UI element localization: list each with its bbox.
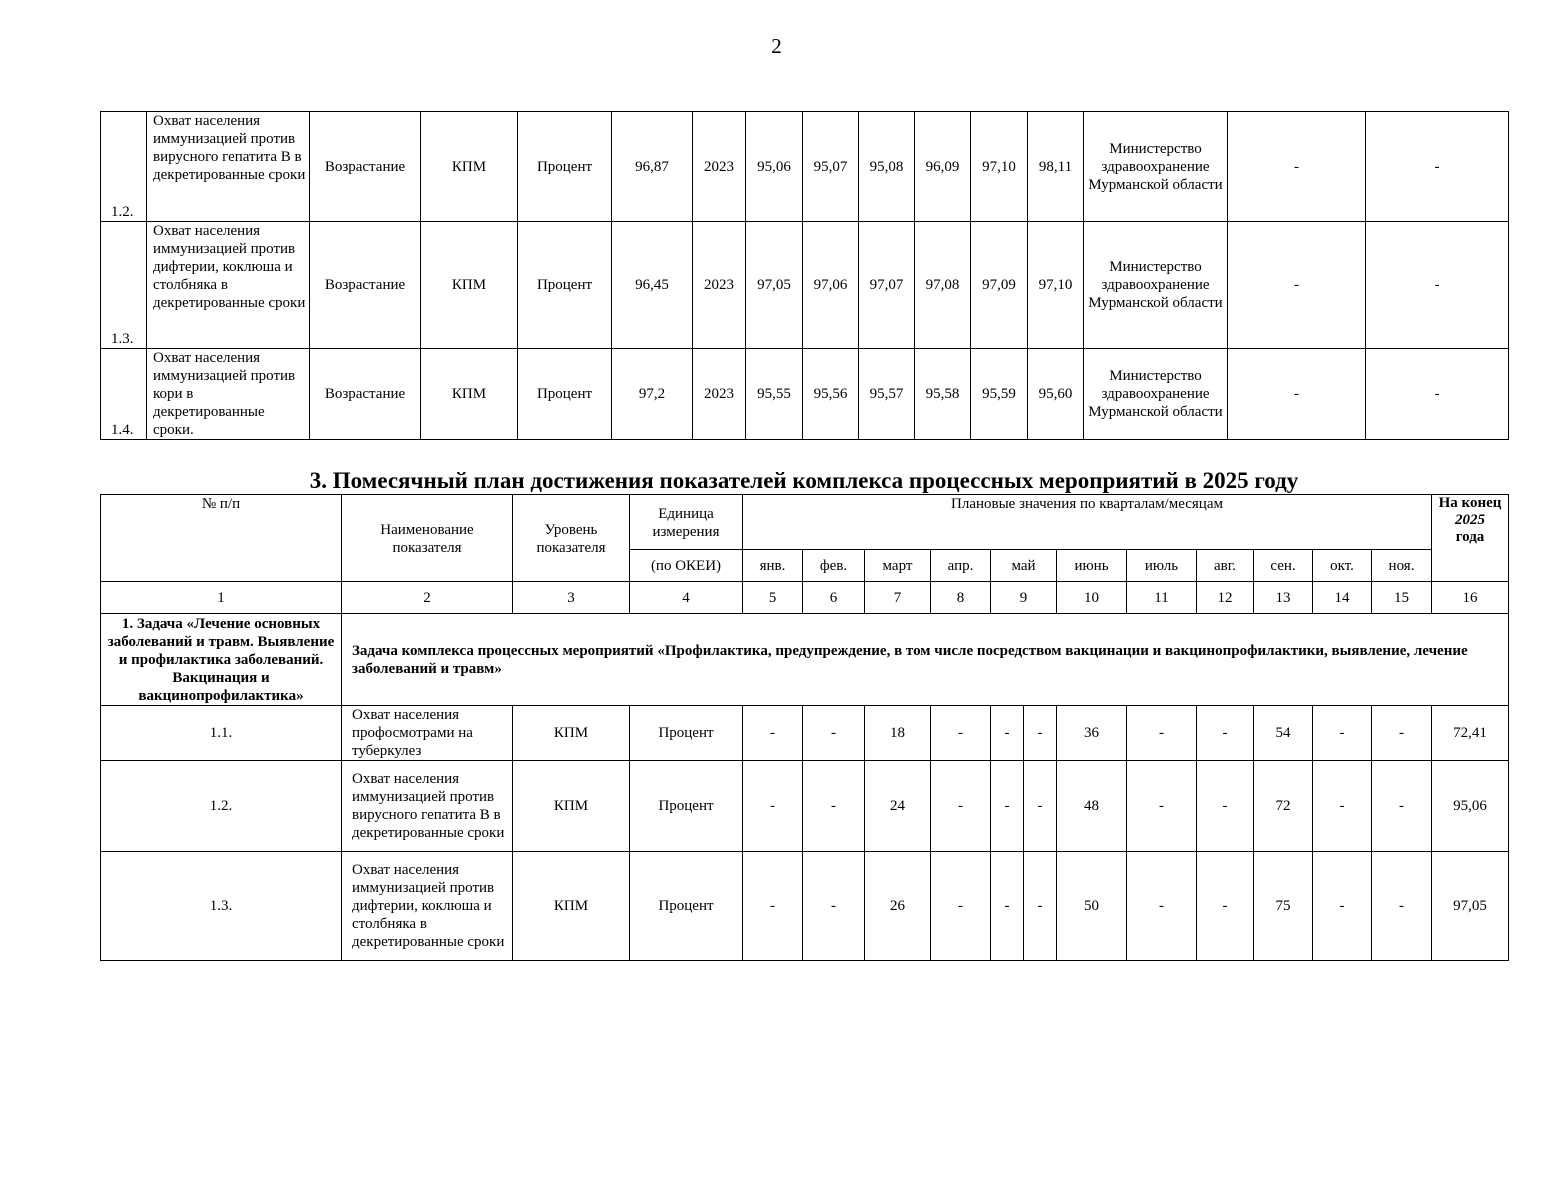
month-value: -: [1313, 706, 1372, 761]
col-number: 10: [1057, 582, 1127, 614]
extra-cell: -: [1228, 112, 1366, 222]
header-unit-sub: (по ОКЕИ): [630, 550, 743, 582]
month-value: -: [1127, 706, 1197, 761]
month-header: июль: [1127, 550, 1197, 582]
month-value: 36: [1057, 706, 1127, 761]
col-number: 2: [342, 582, 513, 614]
unit: Процент: [630, 852, 743, 961]
row-number: 1.1.: [101, 706, 342, 761]
indicator-name: Охват населения иммунизацией против дифтерии, коклюша и столбняка в декретированные сроки: [342, 852, 513, 961]
end-value: 97,05: [1432, 852, 1509, 961]
task-text: Задача комплекса процессных мероприятий «Профилактика, предупреждение, в том числе посредством вакцинации и вакцинопрофилактики, выявление, лечение заболеваний и травм»: [342, 614, 1509, 706]
table-row: [101, 349, 1509, 440]
task-row: [101, 614, 1509, 706]
month-header: сен.: [1254, 550, 1313, 582]
month-header: июнь: [1057, 550, 1127, 582]
task-label: 1. Задача «Лечение основных заболеваний и травм. Выявление и профилактика заболеваний. Вакцинация и вакцинопрофилактика»: [101, 614, 342, 706]
direction: Возрастание: [310, 112, 421, 222]
month-header: янв.: [743, 550, 803, 582]
month-value: -: [1197, 706, 1254, 761]
value: 95,57: [859, 349, 915, 440]
col-number: 14: [1313, 582, 1372, 614]
col-number: 9: [991, 582, 1057, 614]
month-value: -: [803, 706, 865, 761]
col-number: 16: [1432, 582, 1509, 614]
level: КПМ: [513, 852, 630, 961]
base-year: 2023: [693, 349, 746, 440]
extra-cell: -: [1366, 222, 1509, 349]
table-row: [101, 852, 1509, 961]
header-end-c: года: [1455, 529, 1485, 545]
header-plan: Плановые значения по кварталам/месяцам: [743, 495, 1432, 550]
end-value: 95,06: [1432, 761, 1509, 852]
month-value: -: [1024, 852, 1057, 961]
indicator-name: Охват населения профосмотрами на туберкулез: [342, 706, 513, 761]
value: 97,05: [746, 222, 803, 349]
col-number: 8: [931, 582, 991, 614]
row-number: 1.3.: [101, 222, 147, 349]
value: 97,06: [803, 222, 859, 349]
month-value: -: [1024, 706, 1057, 761]
value: 97,10: [971, 112, 1028, 222]
month-header: апр.: [931, 550, 991, 582]
value: 97,09: [971, 222, 1028, 349]
unit: Процент: [518, 222, 612, 349]
month-value: -: [991, 706, 1024, 761]
direction: Возрастание: [310, 222, 421, 349]
value: 95,59: [971, 349, 1028, 440]
base-year: 2023: [693, 222, 746, 349]
value: 95,56: [803, 349, 859, 440]
month-header: авг.: [1197, 550, 1254, 582]
value: 98,11: [1028, 112, 1084, 222]
value: 95,06: [746, 112, 803, 222]
month-value: -: [1127, 761, 1197, 852]
monthly-plan-table: [100, 494, 1509, 961]
table-row: [101, 222, 1509, 349]
page-number: 2: [771, 34, 782, 58]
col-number: 12: [1197, 582, 1254, 614]
end-value: 72,41: [1432, 706, 1509, 761]
month-value: -: [1372, 761, 1432, 852]
col-number: 15: [1372, 582, 1432, 614]
month-value: -: [991, 761, 1024, 852]
col-number: 5: [743, 582, 803, 614]
indicator-name: Охват населения иммунизацией против вирусного гепатита В в декретированные сроки: [342, 761, 513, 852]
month-value: 48: [1057, 761, 1127, 852]
col-number: 11: [1127, 582, 1197, 614]
table-row: [101, 761, 1509, 852]
month-header: март: [865, 550, 931, 582]
responsible: Министерство здравоохранение Мурманской области: [1084, 112, 1228, 222]
indicator-name: Охват населения иммунизацией против вирусного гепатита В в декретированные сроки: [147, 112, 310, 222]
column-numbers-row: [101, 582, 1509, 614]
indicator-name: Охват населения иммунизацией против дифтерии, коклюша и столбняка в декретированные сроки: [147, 222, 310, 349]
table-row: [101, 112, 1509, 222]
extra-cell: -: [1228, 222, 1366, 349]
value: 96,09: [915, 112, 971, 222]
col-number: 1: [101, 582, 342, 614]
month-value: 50: [1057, 852, 1127, 961]
level: КПМ: [421, 222, 518, 349]
month-value: -: [991, 852, 1024, 961]
header-level: Уровень показателя: [513, 495, 630, 582]
unit: Процент: [518, 349, 612, 440]
indicator-name: Охват населения иммунизацией против кори в декретированные сроки.: [147, 349, 310, 440]
col-number: 3: [513, 582, 630, 614]
extra-cell: -: [1366, 112, 1509, 222]
month-value: 18: [865, 706, 931, 761]
month-value: 54: [1254, 706, 1313, 761]
level: КПМ: [513, 761, 630, 852]
month-value: -: [743, 852, 803, 961]
header-num: № п/п: [101, 495, 342, 582]
month-header: окт.: [1313, 550, 1372, 582]
extra-cell: -: [1228, 349, 1366, 440]
direction: Возрастание: [310, 349, 421, 440]
col-number: 6: [803, 582, 865, 614]
unit: Процент: [518, 112, 612, 222]
header-name: Наименование показателя: [342, 495, 513, 582]
responsible: Министерство здравоохранение Мурманской области: [1084, 349, 1228, 440]
unit: Процент: [630, 706, 743, 761]
month-value: -: [803, 761, 865, 852]
month-value: -: [931, 852, 991, 961]
row-number: 1.2.: [101, 112, 147, 222]
indicators-table: [100, 111, 1509, 440]
month-value: -: [1372, 706, 1432, 761]
month-value: -: [1313, 852, 1372, 961]
row-number: 1.2.: [101, 761, 342, 852]
extra-cell: -: [1366, 349, 1509, 440]
value: 95,08: [859, 112, 915, 222]
level: КПМ: [421, 349, 518, 440]
row-number: 1.4.: [101, 349, 147, 440]
month-value: -: [1197, 761, 1254, 852]
value: 95,58: [915, 349, 971, 440]
month-value: -: [931, 706, 991, 761]
col-number: 7: [865, 582, 931, 614]
value: 97,08: [915, 222, 971, 349]
base-value: 96,45: [612, 222, 693, 349]
month-header: ноя.: [1372, 550, 1432, 582]
base-value: 97,2: [612, 349, 693, 440]
month-value: -: [743, 706, 803, 761]
table-row: [101, 706, 1509, 761]
col-number: 13: [1254, 582, 1313, 614]
responsible: Министерство здравоохранение Мурманской области: [1084, 222, 1228, 349]
header-end-a: На конец: [1438, 495, 1502, 511]
month-value: -: [1197, 852, 1254, 961]
base-value: 96,87: [612, 112, 693, 222]
value: 95,60: [1028, 349, 1084, 440]
row-number: 1.3.: [101, 852, 342, 961]
header-end: [1432, 495, 1509, 582]
level: КПМ: [421, 112, 518, 222]
month-value: -: [1127, 852, 1197, 961]
month-value: 26: [865, 852, 931, 961]
value: 97,10: [1028, 222, 1084, 349]
month-value: -: [743, 761, 803, 852]
header-unit: Единица измерения: [630, 495, 743, 550]
unit: Процент: [630, 761, 743, 852]
month-value: -: [1313, 761, 1372, 852]
value: 95,07: [803, 112, 859, 222]
base-year: 2023: [693, 112, 746, 222]
month-value: 72: [1254, 761, 1313, 852]
month-header: фев.: [803, 550, 865, 582]
month-value: -: [803, 852, 865, 961]
section-title: 3. Помесячный план достижения показателей комплекса процессных мероприятий в 2025 году: [309, 468, 1299, 493]
col-number: 4: [630, 582, 743, 614]
month-value: -: [931, 761, 991, 852]
month-value: 75: [1254, 852, 1313, 961]
month-value: -: [1372, 852, 1432, 961]
month-header: май: [991, 550, 1057, 582]
level: КПМ: [513, 706, 630, 761]
value: 95,55: [746, 349, 803, 440]
month-value: 24: [865, 761, 931, 852]
value: 97,07: [859, 222, 915, 349]
month-value: -: [1024, 761, 1057, 852]
header-end-b: 2025: [1455, 512, 1485, 528]
